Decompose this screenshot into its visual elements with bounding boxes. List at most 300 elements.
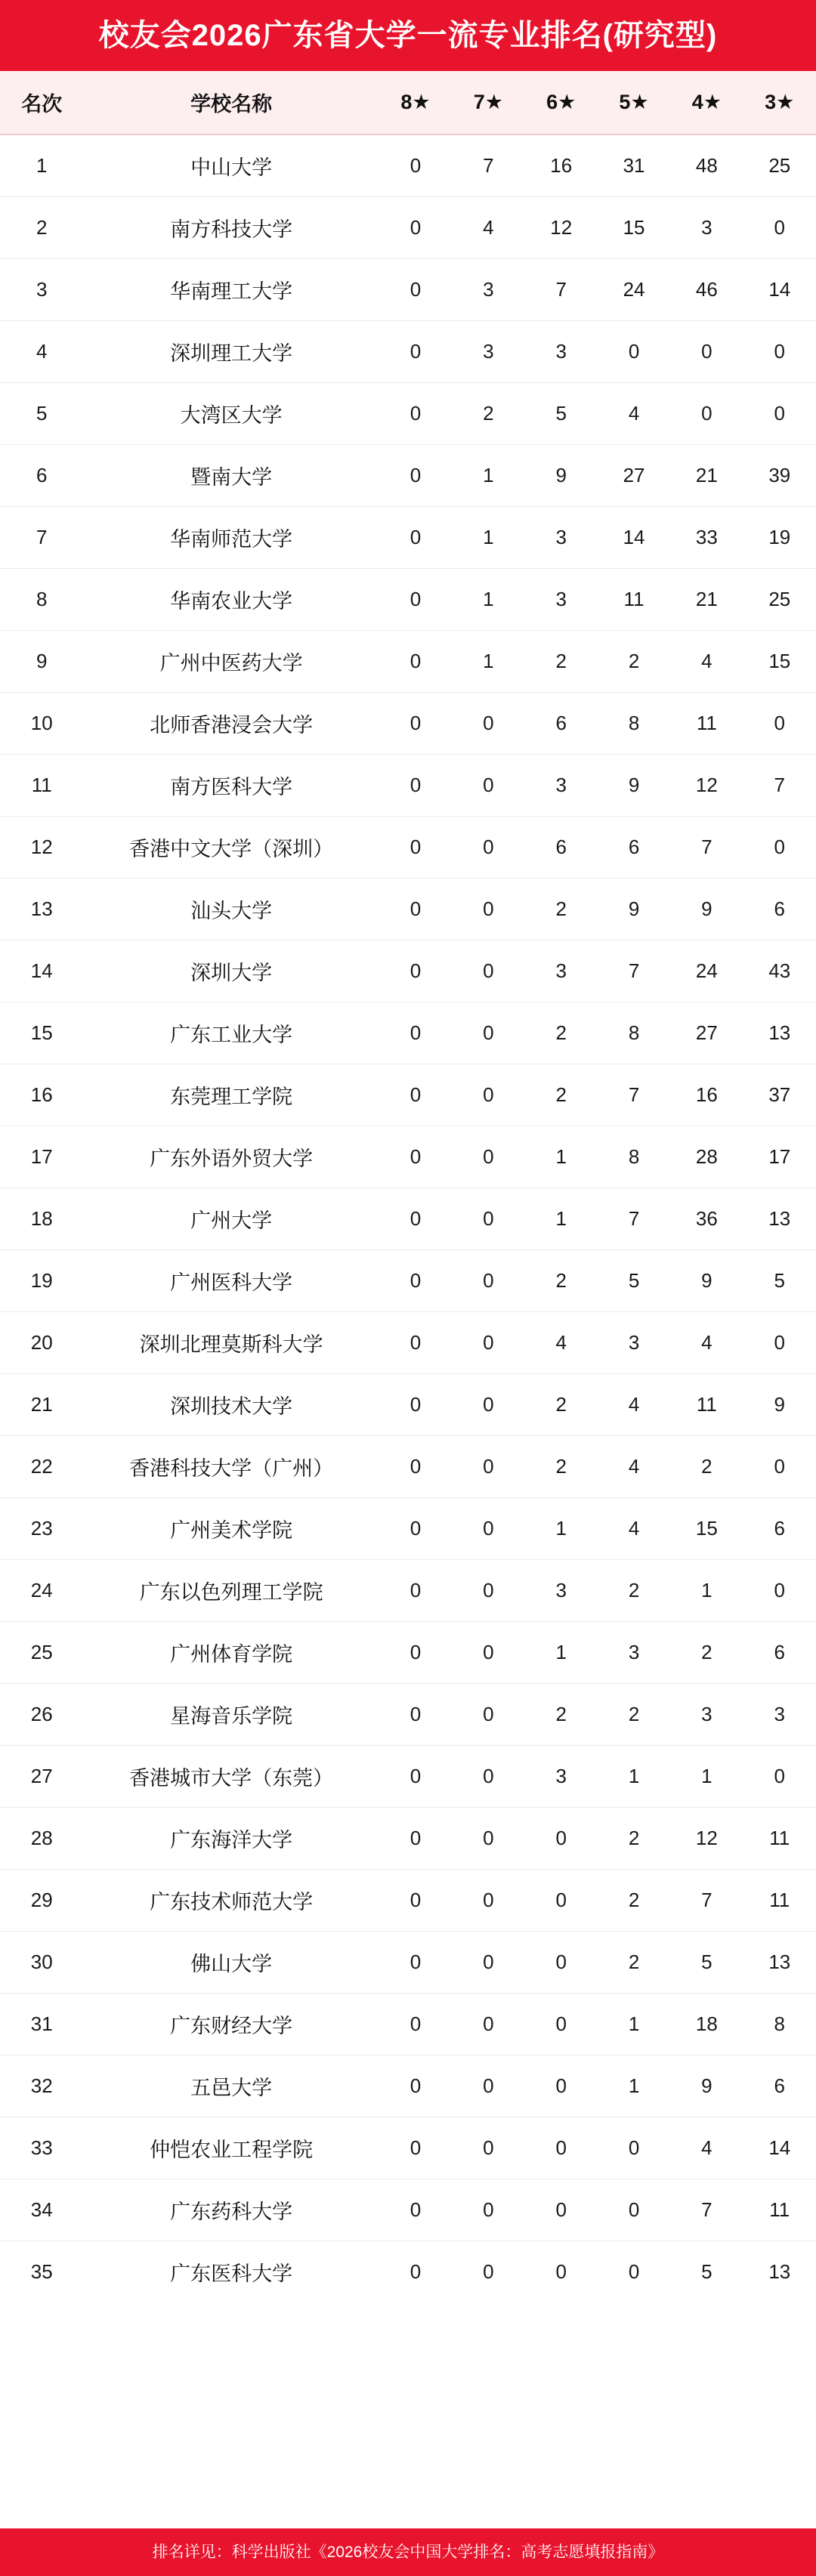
cell-rank: 27 xyxy=(0,1746,83,1808)
cell-6star: 5 xyxy=(525,383,598,445)
cell-3star: 43 xyxy=(743,941,816,1002)
cell-7star: 0 xyxy=(452,1126,524,1188)
cell-5star: 1 xyxy=(598,1994,670,2056)
cell-5star: 2 xyxy=(598,1560,670,1622)
cell-8star: 0 xyxy=(379,2179,452,2241)
cell-3star: 13 xyxy=(743,1932,816,1994)
cell-5star: 0 xyxy=(598,2117,670,2179)
cell-8star: 0 xyxy=(379,259,452,321)
cell-5star: 3 xyxy=(598,1312,670,1374)
table-body xyxy=(0,134,816,2303)
cell-3star: 37 xyxy=(743,1064,816,1126)
cell-6star: 3 xyxy=(525,507,598,569)
cell-6star: 3 xyxy=(525,941,598,1002)
cell-rank: 2 xyxy=(0,197,83,259)
cell-rank: 30 xyxy=(0,1932,83,1994)
cell-4star: 48 xyxy=(670,134,743,197)
cell-5star: 0 xyxy=(598,2179,670,2241)
cell-3star: 6 xyxy=(743,1622,816,1684)
cell-5star: 7 xyxy=(598,941,670,1002)
cell-3star: 17 xyxy=(743,1126,816,1188)
cell-3star: 25 xyxy=(743,569,816,631)
cell-4star: 3 xyxy=(670,197,743,259)
cell-7star: 0 xyxy=(452,1002,524,1064)
cell-3star: 13 xyxy=(743,1002,816,1064)
cell-3star: 13 xyxy=(743,1188,816,1250)
cell-8star: 0 xyxy=(379,1436,452,1498)
cell-3star: 19 xyxy=(743,507,816,569)
cell-5star: 1 xyxy=(598,1746,670,1808)
cell-rank: 4 xyxy=(0,321,83,383)
cell-6star: 0 xyxy=(525,1932,598,1994)
cell-6star: 3 xyxy=(525,1560,598,1622)
cell-rank: 21 xyxy=(0,1374,83,1436)
cell-5star: 0 xyxy=(598,321,670,383)
cell-4star: 2 xyxy=(670,1622,743,1684)
cell-school-name: 深圳北理莫斯科大学 xyxy=(83,1312,379,1374)
cell-3star: 5 xyxy=(743,1250,816,1312)
cell-8star: 0 xyxy=(379,817,452,879)
cell-school-name: 深圳技术大学 xyxy=(83,1374,379,1436)
cell-rank: 20 xyxy=(0,1312,83,1374)
footer-note: 排名详见：科学出版社《2026校友会中国大学排名：高考志愿填报指南》 xyxy=(0,2528,816,2576)
cell-school-name: 广州体育学院 xyxy=(83,1622,379,1684)
cell-5star: 4 xyxy=(598,1374,670,1436)
cell-7star: 4 xyxy=(452,197,524,259)
cell-8star: 0 xyxy=(379,1808,452,1870)
table-row xyxy=(0,1994,816,2056)
cell-school-name: 广州大学 xyxy=(83,1188,379,1250)
cell-rank: 5 xyxy=(0,383,83,445)
cell-7star: 0 xyxy=(452,1436,524,1498)
table-row xyxy=(0,383,816,445)
cell-6star: 2 xyxy=(525,1436,598,1498)
cell-5star: 7 xyxy=(598,1064,670,1126)
column-header-7star: 7★ xyxy=(452,71,524,134)
cell-rank: 26 xyxy=(0,1684,83,1746)
cell-8star: 0 xyxy=(379,879,452,941)
cell-school-name: 东莞理工学院 xyxy=(83,1064,379,1126)
cell-8star: 0 xyxy=(379,1932,452,1994)
cell-4star: 5 xyxy=(701,2260,712,2283)
cell-3star: 3 xyxy=(743,1684,816,1746)
table-row xyxy=(0,2179,816,2241)
table-row xyxy=(0,1188,816,1250)
cell-8star: 0 xyxy=(379,1188,452,1250)
cell-rank: 6 xyxy=(0,445,83,507)
cell-school-name: 广东技术师范大学 xyxy=(83,1870,379,1932)
cell-rank: 33 xyxy=(0,2117,83,2179)
cell-5star: 6 xyxy=(598,817,670,879)
table-row xyxy=(0,1932,816,1994)
cell-rank: 10 xyxy=(0,693,83,755)
table-row xyxy=(0,1498,816,1560)
cell-8star: 0 xyxy=(379,1684,452,1746)
table-row xyxy=(0,1312,816,1374)
table-row xyxy=(0,259,816,321)
cell-rank: 12 xyxy=(0,817,83,879)
cell-4star: 46 xyxy=(670,259,743,321)
column-header-6star: 6★ xyxy=(525,71,598,134)
cell-3star: 11 xyxy=(743,1808,816,1870)
cell-5star: 31 xyxy=(598,134,670,197)
cell-8star: 0 xyxy=(379,445,452,507)
cell-school-name: 深圳大学 xyxy=(83,941,379,1002)
cell-6star: 4 xyxy=(525,1312,598,1374)
cell-6star: 0 xyxy=(525,2179,598,2241)
cell-4star: 12 xyxy=(670,1808,743,1870)
cell-rank: 7 xyxy=(0,507,83,569)
cell-7star: 0 xyxy=(452,1746,524,1808)
cell-3star: 6 xyxy=(743,1498,816,1560)
cell-6star: 0 xyxy=(525,1808,598,1870)
cell-school-name: 香港中文大学（深圳） xyxy=(83,817,379,879)
cell-school-name: 星海音乐学院 xyxy=(83,1684,379,1746)
cell-school-name: 中山大学 xyxy=(83,134,379,197)
cell-3star: 11 xyxy=(743,1870,816,1932)
cell-3star: 0 xyxy=(743,1746,816,1808)
cell-6star: 3 xyxy=(525,755,598,817)
cell-6star: 2 xyxy=(525,1250,598,1312)
cell-7star: 3 xyxy=(452,259,524,321)
cell-3star: 13 xyxy=(768,2260,791,2283)
column-header-school: 学校名称 xyxy=(83,71,379,134)
cell-3star: 8 xyxy=(743,1994,816,2056)
cell-4star: 28 xyxy=(670,1126,743,1188)
table-row xyxy=(0,1374,816,1436)
cell-6star: 2 xyxy=(525,1002,598,1064)
cell-3star: 0 xyxy=(743,1436,816,1498)
cell-school-name: 北师香港浸会大学 xyxy=(83,693,379,755)
cell-5star: 0 xyxy=(628,2260,640,2283)
cell-rank: 23 xyxy=(0,1498,83,1560)
cell-3star: 14 xyxy=(743,2117,816,2179)
cell-6star: 2 xyxy=(525,1064,598,1126)
cell-school-name: 广东工业大学 xyxy=(83,1002,379,1064)
cell-school-name: 南方医科大学 xyxy=(83,755,379,817)
cell-rank: 28 xyxy=(0,1808,83,1870)
cell-7star: 0 xyxy=(452,1994,524,2056)
cell-6star: 0 xyxy=(525,1994,598,2056)
cell-4star: 21 xyxy=(670,569,743,631)
cell-8star: 0 xyxy=(379,321,452,383)
cell-7star: 0 xyxy=(452,2117,524,2179)
cell-7star: 2 xyxy=(452,383,524,445)
cell-8star: 0 xyxy=(379,2056,452,2117)
cell-3star: 0 xyxy=(743,321,816,383)
column-header-rank: 名次 xyxy=(0,71,83,134)
cell-7star: 3 xyxy=(452,321,524,383)
cell-4star: 4 xyxy=(670,2117,743,2179)
cell-8star: 0 xyxy=(379,693,452,755)
cell-4star: 21 xyxy=(670,445,743,507)
cell-5star: 4 xyxy=(598,383,670,445)
cell-8star: 0 xyxy=(379,134,452,197)
cell-5star: 9 xyxy=(598,879,670,941)
cell-4star: 33 xyxy=(670,507,743,569)
cell-7star: 0 xyxy=(452,693,524,755)
cell-8star: 0 xyxy=(379,1064,452,1126)
table-row xyxy=(0,1870,816,1932)
cell-3star: 0 xyxy=(743,383,816,445)
cell-7star: 0 xyxy=(452,1622,524,1684)
cell-rank: 15 xyxy=(0,1002,83,1064)
cell-7star: 1 xyxy=(452,631,524,693)
cell-6star: 2 xyxy=(525,1374,598,1436)
cell-school-name: 广东海洋大学 xyxy=(83,1808,379,1870)
cell-school-name: 广州医科大学 xyxy=(83,1250,379,1312)
cell-7star: 0 xyxy=(452,817,524,879)
cell-7star: 0 xyxy=(452,1498,524,1560)
cell-3star: 6 xyxy=(743,879,816,941)
cell-rank: 13 xyxy=(0,879,83,941)
table-row xyxy=(0,134,816,197)
table-row xyxy=(0,2117,816,2179)
cell-rank: 8 xyxy=(0,569,83,631)
cell-5star: 8 xyxy=(598,1126,670,1188)
column-header-4star: 4★ xyxy=(670,71,743,134)
cell-6star: 3 xyxy=(525,321,598,383)
cell-8star: 0 xyxy=(379,1746,452,1808)
table-row xyxy=(0,1436,816,1498)
cell-7star: 0 xyxy=(452,1250,524,1312)
cell-7star: 0 xyxy=(452,879,524,941)
cell-5star: 7 xyxy=(598,1188,670,1250)
cell-6star: 1 xyxy=(525,1188,598,1250)
cell-7star: 1 xyxy=(452,445,524,507)
cell-5star: 5 xyxy=(598,1250,670,1312)
table-row xyxy=(0,569,816,631)
table-row xyxy=(0,1684,816,1746)
cell-5star: 2 xyxy=(598,631,670,693)
cell-rank: 35 xyxy=(30,2260,53,2283)
column-header-5star: 5★ xyxy=(598,71,670,134)
column-header-3star: 3★ xyxy=(743,71,816,134)
cell-rank: 11 xyxy=(0,755,83,817)
table-row xyxy=(0,1746,816,1808)
cell-school-name: 广东财经大学 xyxy=(83,1994,379,2056)
cell-3star: 0 xyxy=(743,1312,816,1374)
cell-6star: 0 xyxy=(555,2260,567,2283)
cell-5star: 2 xyxy=(598,1808,670,1870)
cell-8star: 0 xyxy=(379,197,452,259)
table-row xyxy=(0,445,816,507)
cell-rank: 31 xyxy=(0,1994,83,2056)
table-row xyxy=(0,879,816,941)
table-row xyxy=(0,631,816,693)
cell-3star: 11 xyxy=(743,2179,816,2241)
cell-school-name: 华南理工大学 xyxy=(83,259,379,321)
cell-4star: 15 xyxy=(670,1498,743,1560)
cell-7star: 0 xyxy=(452,1808,524,1870)
cell-8star: 0 xyxy=(379,1374,452,1436)
table-row xyxy=(0,321,816,383)
cell-4star: 7 xyxy=(670,2179,743,2241)
cell-8star: 0 xyxy=(379,1560,452,1622)
cell-3star: 0 xyxy=(743,817,816,879)
cell-4star: 11 xyxy=(670,693,743,755)
cell-school-name: 香港科技大学（广州） xyxy=(83,1436,379,1498)
cell-rank: 32 xyxy=(0,2056,83,2117)
cell-7star: 0 xyxy=(452,2179,524,2241)
page-title: 校友会2026广东省大学一流专业排名(研究型) xyxy=(0,0,816,71)
cell-7star: 0 xyxy=(452,1064,524,1126)
cell-rank: 25 xyxy=(0,1622,83,1684)
cell-6star: 2 xyxy=(525,879,598,941)
cell-8star: 0 xyxy=(379,1498,452,1560)
cell-8star: 0 xyxy=(379,1870,452,1932)
cell-6star: 1 xyxy=(525,1622,598,1684)
cell-rank: 16 xyxy=(0,1064,83,1126)
cell-7star: 0 xyxy=(452,1684,524,1746)
cell-8star: 0 xyxy=(379,1622,452,1684)
cell-school-name: 大湾区大学 xyxy=(83,383,379,445)
cell-4star: 18 xyxy=(670,1994,743,2056)
cell-7star: 0 xyxy=(452,1870,524,1932)
cell-3star: 0 xyxy=(743,1560,816,1622)
cell-school-name: 香港城市大学（东莞） xyxy=(83,1746,379,1808)
cell-4star: 12 xyxy=(670,755,743,817)
table-row xyxy=(0,1002,816,1064)
cell-6star: 1 xyxy=(525,1126,598,1188)
cell-5star: 9 xyxy=(598,755,670,817)
cell-7star: 0 xyxy=(452,2056,524,2117)
cell-8star: 0 xyxy=(379,631,452,693)
cell-4star: 9 xyxy=(670,1250,743,1312)
cell-5star: 4 xyxy=(598,1436,670,1498)
cell-5star: 4 xyxy=(598,1498,670,1560)
cell-7star: 0 xyxy=(452,1932,524,1994)
cell-4star: 3 xyxy=(670,1684,743,1746)
cell-8star: 0 xyxy=(379,1312,452,1374)
cell-4star: 7 xyxy=(670,1870,743,1932)
cell-rank: 29 xyxy=(0,1870,83,1932)
table-row xyxy=(0,1622,816,1684)
cell-school-name: 深圳理工大学 xyxy=(83,321,379,383)
cell-school-name: 广州美术学院 xyxy=(83,1498,379,1560)
table-row xyxy=(0,197,816,259)
cell-4star: 24 xyxy=(670,941,743,1002)
table-row xyxy=(0,2241,816,2303)
cell-school-name: 广东外语外贸大学 xyxy=(83,1126,379,1188)
cell-7star: 0 xyxy=(452,1374,524,1436)
cell-5star: 8 xyxy=(598,1002,670,1064)
table-row xyxy=(0,2056,816,2117)
cell-rank: 18 xyxy=(0,1188,83,1250)
table-row xyxy=(0,693,816,755)
table-row xyxy=(0,941,816,1002)
cell-8star: 0 xyxy=(379,1250,452,1312)
cell-7star: 1 xyxy=(452,569,524,631)
cell-4star: 36 xyxy=(670,1188,743,1250)
cell-8star: 0 xyxy=(379,941,452,1002)
cell-5star: 2 xyxy=(598,1932,670,1994)
cell-6star: 9 xyxy=(525,445,598,507)
cell-4star: 16 xyxy=(670,1064,743,1126)
cell-school-name: 汕头大学 xyxy=(83,879,379,941)
cell-8star: 0 xyxy=(379,507,452,569)
cell-school-name: 暨南大学 xyxy=(83,445,379,507)
cell-4star: 9 xyxy=(670,879,743,941)
cell-7star: 0 xyxy=(483,2260,494,2283)
cell-school-name: 广东药科大学 xyxy=(83,2179,379,2241)
cell-4star: 1 xyxy=(670,1560,743,1622)
cell-6star: 2 xyxy=(525,1684,598,1746)
cell-school-name: 佛山大学 xyxy=(83,1932,379,1994)
cell-5star: 11 xyxy=(598,569,670,631)
cell-rank: 34 xyxy=(0,2179,83,2241)
cell-6star: 3 xyxy=(525,1746,598,1808)
cell-rank: 1 xyxy=(0,134,83,197)
column-header-8star: 8★ xyxy=(379,71,452,134)
cell-6star: 6 xyxy=(525,817,598,879)
cell-7star: 0 xyxy=(452,755,524,817)
cell-7star: 1 xyxy=(452,507,524,569)
cell-school-name: 广州中医药大学 xyxy=(83,631,379,693)
cell-school-name: 广东医科大学 xyxy=(170,2262,293,2285)
cell-4star: 27 xyxy=(670,1002,743,1064)
cell-rank: 19 xyxy=(0,1250,83,1312)
cell-5star: 2 xyxy=(598,1870,670,1932)
table-row xyxy=(0,1126,816,1188)
table-header-row xyxy=(0,71,816,134)
table-row xyxy=(0,817,816,879)
cell-3star: 6 xyxy=(743,2056,816,2117)
table-row xyxy=(0,755,816,817)
cell-6star: 0 xyxy=(525,2056,598,2117)
ranking-table xyxy=(0,71,816,2303)
cell-school-name: 华南农业大学 xyxy=(83,569,379,631)
cell-6star: 6 xyxy=(525,693,598,755)
cell-rank: 14 xyxy=(0,941,83,1002)
cell-school-name: 广东以色列理工学院 xyxy=(83,1560,379,1622)
cell-7star: 0 xyxy=(452,1312,524,1374)
cell-school-name: 仲恺农业工程学院 xyxy=(83,2117,379,2179)
cell-4star: 0 xyxy=(670,321,743,383)
cell-8star: 0 xyxy=(379,1002,452,1064)
cell-4star: 1 xyxy=(670,1746,743,1808)
cell-7star: 0 xyxy=(452,941,524,1002)
cell-5star: 15 xyxy=(598,197,670,259)
cell-3star: 25 xyxy=(743,134,816,197)
cell-4star: 7 xyxy=(670,817,743,879)
cell-8star: 0 xyxy=(379,383,452,445)
cell-5star: 1 xyxy=(598,2056,670,2117)
cell-5star: 27 xyxy=(598,445,670,507)
cell-3star: 39 xyxy=(743,445,816,507)
cell-5star: 2 xyxy=(598,1684,670,1746)
cell-4star: 4 xyxy=(670,1312,743,1374)
cell-5star: 8 xyxy=(598,693,670,755)
table-header xyxy=(0,71,816,134)
cell-6star: 0 xyxy=(525,1870,598,1932)
cell-6star: 3 xyxy=(525,569,598,631)
cell-rank: 17 xyxy=(0,1126,83,1188)
cell-school-name: 南方科技大学 xyxy=(83,197,379,259)
cell-8star: 0 xyxy=(410,2260,422,2283)
table-row xyxy=(0,1560,816,1622)
cell-rank: 9 xyxy=(0,631,83,693)
table-row xyxy=(0,1064,816,1126)
cell-3star: 14 xyxy=(743,259,816,321)
cell-8star: 0 xyxy=(379,569,452,631)
cell-6star: 7 xyxy=(525,259,598,321)
table-row xyxy=(0,1250,816,1312)
cell-4star: 4 xyxy=(670,631,743,693)
cell-4star: 2 xyxy=(670,1436,743,1498)
cell-3star: 9 xyxy=(743,1374,816,1436)
cell-4star: 9 xyxy=(670,2056,743,2117)
